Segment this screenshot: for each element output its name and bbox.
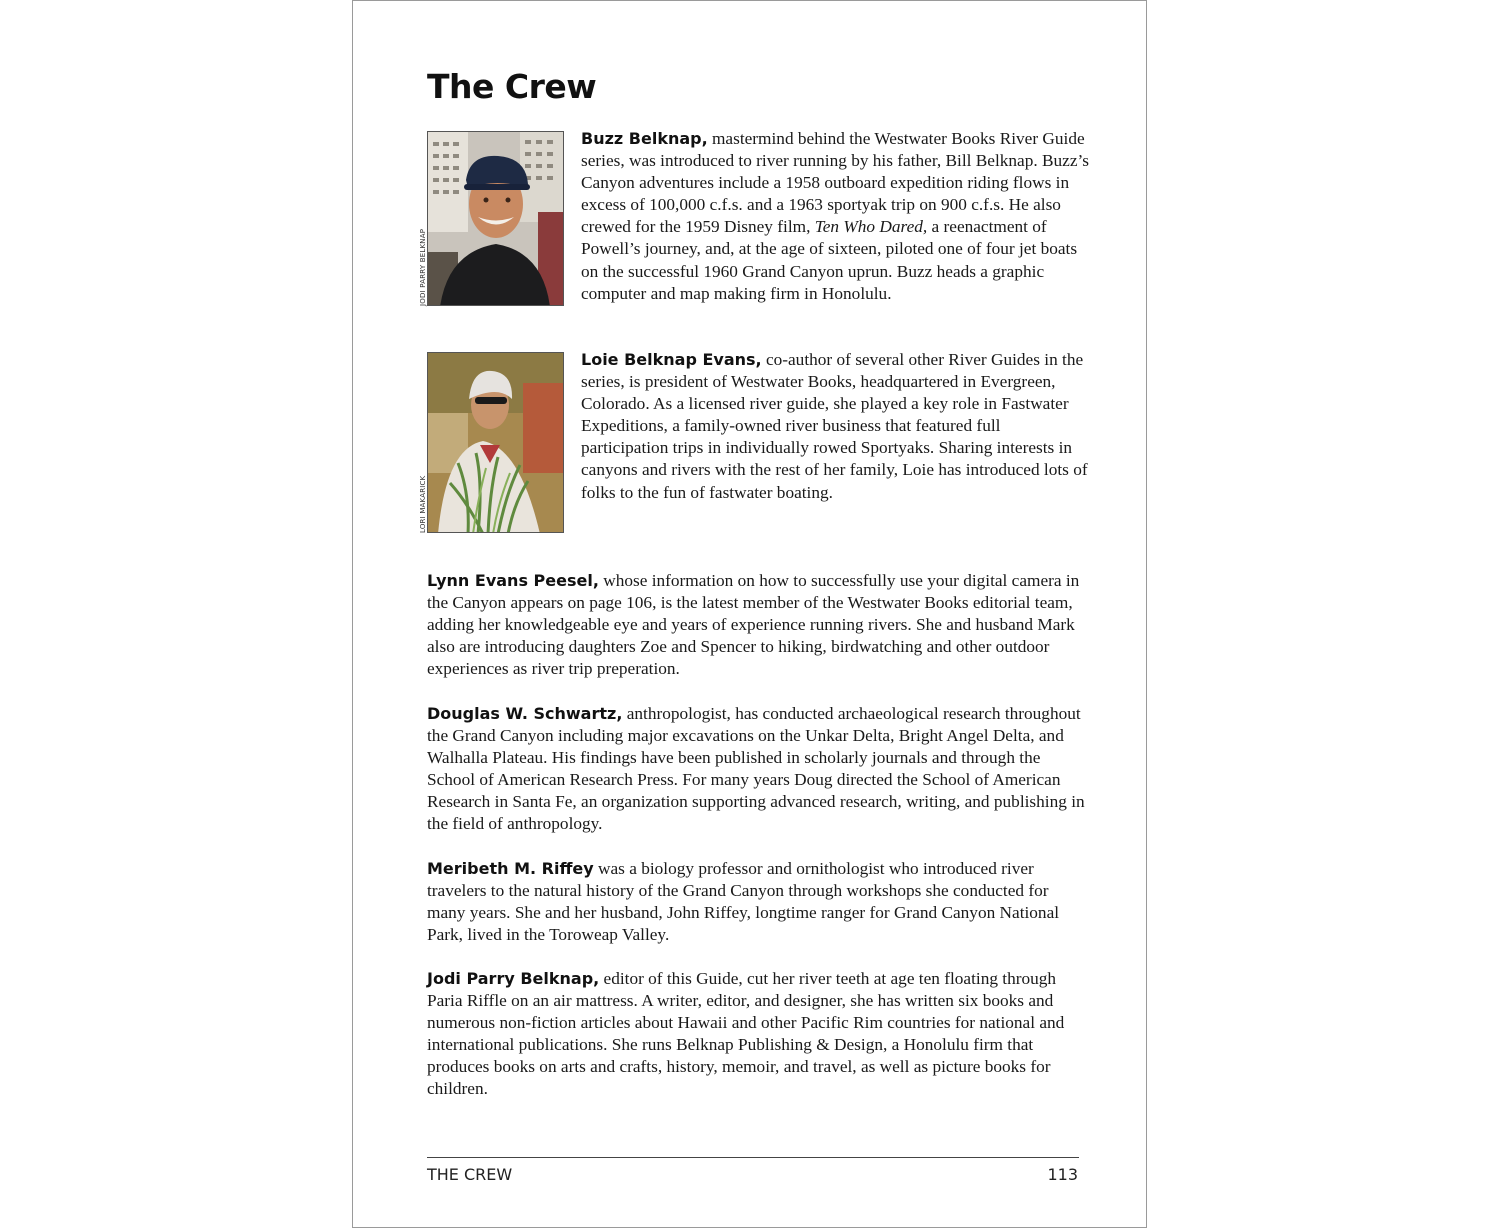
- footer-rule: [427, 1157, 1079, 1158]
- bio-name: Jodi Parry Belknap,: [427, 969, 600, 988]
- bio-loie-belknap-evans: [581, 349, 1091, 504]
- bio-name: Meribeth M. Riffey: [427, 859, 594, 878]
- loie-photo-credit: LORI MAKARICK: [419, 475, 427, 533]
- bio-text: mastermind behind the Westwater Books River Guide series, was introduced to river running by his father, Bill Belknap. Buzz’s Canyon adventures include a 1958 outboard expedition riding flows in excess of 100,000 c.f.s. and a 1963 sportyak trip on 900 c.f.s. He also crewed for the 1959 Disney film,: [581, 129, 1090, 237]
- bio-name: Lynn Evans Peesel,: [427, 571, 599, 590]
- bio-meribeth-m-riffey: [427, 858, 1091, 946]
- book-page: [352, 0, 1147, 1228]
- page-title: The Crew: [427, 67, 597, 106]
- loie-belknap-evans-portrait: [428, 353, 564, 533]
- bio-text: whose information on how to successfully use your digital camera in the Canyon appears on page 106, is the latest member of the Westwater Books editorial team, adding her knowledgeable eye and years of experience running rivers. She and husband Mark also are introducing daughters Zoe and Spencer to hiking, birdwatching and other outdoor experiences as river trip preperation.: [427, 571, 1080, 679]
- bio-text: anthropologist, has conducted archaeological research throughout the Grand Canyon including major excavations on the Unkar Delta, Bright Angel Delta, and Walhalla Plateau. His findings have been published in scholarly journals and through the School of American Research Press. For many years Doug directed the School of American Research in Santa Fe, an organization supporting advanced research, writing, and publishing in the field of anthropology.: [427, 704, 1085, 834]
- film-title: Ten Who Dared,: [814, 217, 928, 237]
- bio-name: Buzz Belknap,: [581, 129, 708, 148]
- bio-text: was a biology professor and ornithologist who introduced river travelers to the natural history of the Grand Canyon through workshops she conducted for many years. She and her husband, John Riffey, longtime ranger for Grand Canyon National Park, lived in the Toroweap Valley.: [427, 859, 1060, 945]
- bio-douglas-w-schwartz: [427, 703, 1091, 836]
- buzz-belknap-photo: [427, 131, 564, 306]
- bio-buzz-belknap: [581, 128, 1091, 305]
- bio-name: Douglas W. Schwartz,: [427, 704, 623, 723]
- bio-lynn-evans-peesel: [427, 570, 1091, 680]
- bio-text: editor of this Guide, cut her river teeth at age ten floating through Paria Riffle on an air mattress. A writer, editor, and designer, she has written six books and numerous non-fiction articles about Hawaii and other Pacific Rim countries for national and international publications. She runs Belknap Publishing & Design, a Honolulu firm that produces books on arts and crafts, history, memoir, and travel, as well as picture books for children.: [427, 969, 1065, 1099]
- bio-text: a reenactment of Powell’s journey, and, at the age of sixteen, piloted one of four jet boats on the successful 1960 Grand Canyon uprun. Buzz heads a graphic computer and map making firm in Honolulu.: [581, 217, 1078, 303]
- buzz-belknap-portrait: [428, 132, 564, 306]
- page-number: 113: [1047, 1165, 1078, 1184]
- buzz-photo-credit: JODI PARRY BELKNAP: [419, 228, 427, 306]
- running-footer: THE CREW: [427, 1165, 513, 1184]
- bio-jodi-parry-belknap: [427, 968, 1091, 1101]
- bio-name: Loie Belknap Evans,: [581, 350, 762, 369]
- bio-text: co-author of several other River Guides in the series, is president of Westwater Books, headquartered in Evergreen, Colorado. As a licensed river guide, she played a key role in Fastwater Expeditions, a family-owned river business that featured full participation trips in individually rowed Sportyaks. Sharing interests in canyons and rivers with the rest of her family, Loie has introduced lots of folks to the fun of fastwater boating.: [581, 350, 1088, 502]
- loie-belknap-evans-photo: [427, 352, 564, 533]
